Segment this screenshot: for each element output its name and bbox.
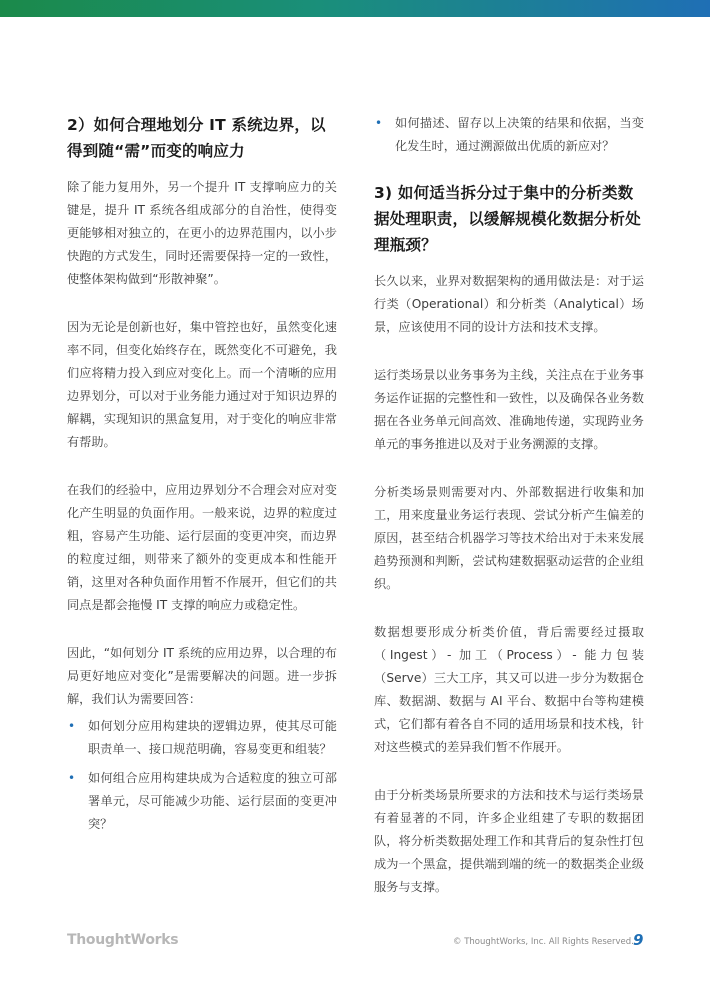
thoughtworks-logo: ThoughtWorks [67, 932, 179, 948]
copyright-text: © ThoughtWorks, Inc. All Rights Reserved. [453, 937, 634, 947]
page-number: 9 [633, 931, 644, 949]
section-heading-3: 3) 如何适当拆分过于集中的分析类数据处理职责，以缓解规模化数据分析处理瓶颈？ [374, 184, 641, 254]
list-item-text: 如何描述、留存以上决策的结果和依据，当变化发生时，通过溯源做出优质的新应对？ [395, 116, 644, 153]
paragraph: 长久以来，业界对数据架构的通用做法是：对于运行类（Operational）和分析类（Analytical）场景，应该使用不同的设计方法和技术支撑。 [374, 274, 644, 334]
question-list [67, 715, 337, 836]
section-heading-2: 2）如何合理地划分 IT 系统边界，以得到随“需”而变的响应力 [67, 116, 326, 160]
right-column [374, 112, 644, 924]
left-column [67, 112, 337, 842]
paragraph: 因为无论是创新也好，集中管控也好，虽然变化速率不同，但变化始终存在，既然变化不可避免，我们应将精力投入到应对变化上。而一个清晰的应用边界划分，可以对于业务能力通过对于知识边界的解耦，实现知识的黑盒复用，对于变化的响应非常有帮助。 [67, 320, 337, 449]
question-list-continued [374, 112, 644, 158]
list-item [67, 715, 337, 761]
paragraph: 运行类场景以业务事务为主线，关注点在于业务事务运作证据的完整性和一致性，以及确保各业务数据在各业务单元间高效、准确地传递，实现跨业务单元的事务推进以及对于业务溯源的支撑。 [374, 368, 644, 451]
list-item [374, 112, 644, 158]
list-item [67, 767, 337, 836]
paragraph: 由于分析类场景所要求的方法和技术与运行类场景有着显著的不同，许多企业组建了专职的数据团队，将分析类数据处理工作和其背后的复杂性打包成为一个黑盒，提供端到端的统一的数据类企业级服务与支撑。 [374, 788, 644, 894]
list-item-text: 如何组合应用构建块成为合适粒度的独立可部署单元，尽可能减少功能、运行层面的变更冲突？ [88, 771, 337, 831]
paragraph: 数据想要形成分析类价值，背后需要经过摄取（Ingest）- 加工（Process）- 能力包装（Serve）三大工序，其又可以进一步分为数据仓库、数据湖、数据与 AI 平台、数据中台等构建模式，它们都有着各自不同的适用场景和技术栈，针对这些模式的差异我们暂不作展开。 [374, 625, 644, 754]
list-item-text: 如何划分应用构建块的逻辑边界，使其尽可能职责单一、接口规范明确，容易变更和组装？ [88, 719, 337, 756]
bullet-icon: • [68, 771, 76, 785]
paragraph: 因此，“如何划分 IT 系统的应用边界，以合理的布局更好地应对变化”是需要解决的问题。进一步拆解，我们认为需要回答： [67, 646, 337, 706]
bullet-icon: • [375, 116, 383, 130]
top-gradient-bar [0, 0, 710, 17]
paragraph: 分析类场景则需要对内、外部数据进行收集和加工，用来度量业务运行表现、尝试分析产生偏差的原因，甚至结合机器学习等技术给出对于未来发展趋势预测和判断，尝试构建数据驱动运营的企业组织。 [374, 485, 644, 591]
bullet-icon: • [68, 719, 76, 733]
paragraph: 在我们的经验中，应用边界划分不合理会对应对变化产生明显的负面作用。一般来说，边界的粒度过粗，容易产生功能、运行层面的变更冲突，而边界的粒度过细，则带来了额外的变更成本和性能开销，这里对各种负面作用暂不作展开，但它们的共同点是都会拖慢 IT 支撑的响应力或稳定性。 [67, 483, 337, 612]
paragraph: 除了能力复用外，另一个提升 IT 支撑响应力的关键是，提升 IT 系统各组成部分的自治性，使得变更能够相对独立的，在更小的边界范围内，以小步快跑的方式发生，同时还需要保持一定的一致性，使整体架构做到“形散神聚”。 [67, 180, 337, 286]
